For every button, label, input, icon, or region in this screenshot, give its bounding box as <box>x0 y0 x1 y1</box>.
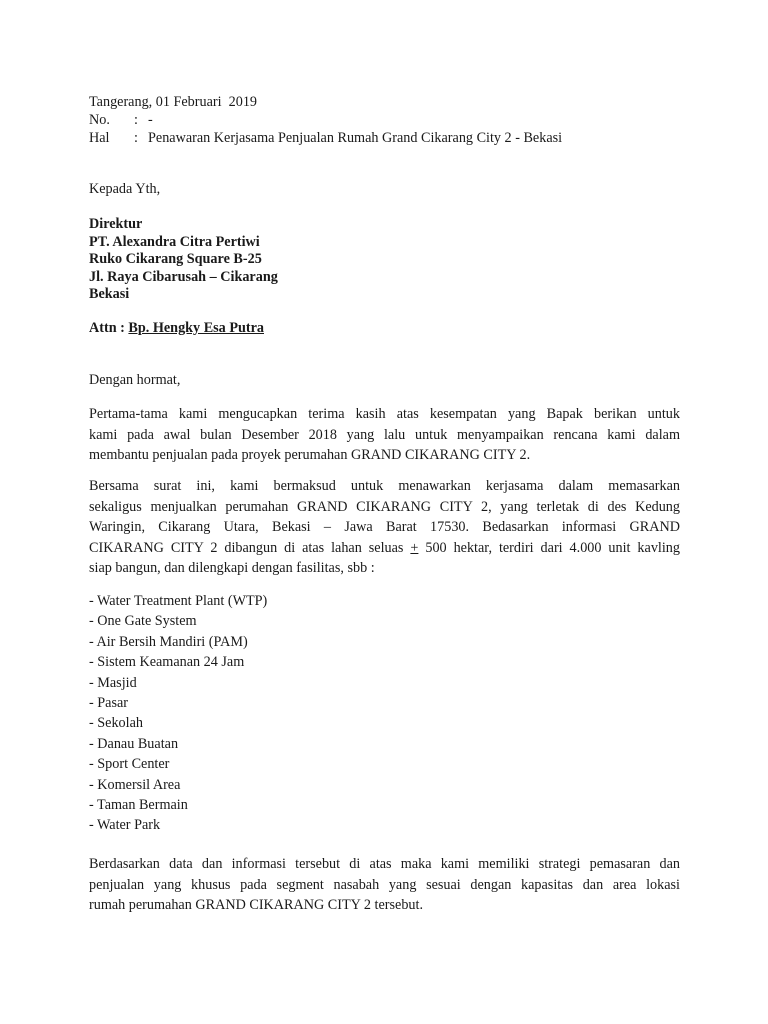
paragraph-line: sekaligus menjualkan perumahan GRAND CIKARANG CITY 2, yang terletak di des Kedung <box>89 498 680 515</box>
number-label: No. <box>89 112 110 128</box>
place-date: Tangerang, 01 Februari 2019 <box>89 94 258 110</box>
recipient-block <box>89 216 680 304</box>
number-colon: : <box>134 112 138 128</box>
paragraph-3 <box>89 854 680 916</box>
paragraph-line: membantu penjualan pada proyek perumahan GRAND CIKARANG CITY 2. <box>89 447 531 463</box>
list-item: - Sekolah <box>89 715 143 732</box>
greeting: Dengan hormat, <box>89 372 181 388</box>
subject-label: Hal <box>89 130 110 146</box>
list-item: - Sport Center <box>89 756 170 773</box>
list-item: - Komersil Area <box>89 776 181 793</box>
paragraph-1 <box>89 404 680 466</box>
list-item: - Water Treatment Plant (WTP) <box>89 593 268 609</box>
paragraph-line: CIKARANG CITY 2 dibangun di atas lahan seluas + 500 hektar, terdiri dari 4.000 unit kavling <box>89 539 680 556</box>
paragraph-line: siap bangun, dan dilengkapi dengan fasilitas, sbb : <box>89 560 375 576</box>
list-item: - Water Park <box>89 817 161 834</box>
recipient-line: Ruko Cikarang Square B-25 <box>89 251 262 267</box>
recipient-line: PT. Alexandra Citra Pertiwi <box>89 233 260 250</box>
paragraph-line: rumah perumahan GRAND CIKARANG CITY 2 tersebut. <box>89 897 424 913</box>
attention-label: Attn : <box>89 320 129 336</box>
list-item: - One Gate System <box>89 613 197 630</box>
paragraph-line: Waringin, Cikarang Utara, Bekasi – Jawa Barat 17530. Bedasarkan informasi GRAND <box>89 519 680 535</box>
paragraph-line: Pertama-tama kami mengucapkan terima kasih atas kesempatan yang Bapak berikan untuk <box>89 406 680 422</box>
paragraph-line: kami pada awal bulan Desember 2018 yang lalu untuk menyampaikan rencana kami dalam <box>89 426 680 443</box>
paragraph-2 <box>89 476 680 579</box>
paragraph-line: penjualan yang khusus pada segment nasabah yang sesuai dengan kapasitas dan area lokasi <box>89 876 680 893</box>
plus-minus-sign: + <box>410 539 419 556</box>
number-value: - <box>148 112 153 128</box>
list-item: - Taman Bermain <box>89 797 188 814</box>
recipient-line: Direktur <box>89 216 143 232</box>
list-item: - Sistem Keamanan 24 Jam <box>89 654 245 671</box>
letter-header <box>89 93 680 147</box>
subject-colon: : <box>134 130 138 146</box>
list-item: - Danau Buatan <box>89 735 179 752</box>
list-item: - Pasar <box>89 695 129 712</box>
list-item: - Air Bersih Mandiri (PAM) <box>89 633 248 650</box>
facilities-list <box>89 591 680 836</box>
attention-name: Bp. Hengky Esa Putra <box>128 320 264 336</box>
recipient-line: Jl. Raya Cibarusah – Cikarang <box>89 268 278 285</box>
salutation-to: Kepada Yth, <box>89 181 161 197</box>
recipient-line: Bekasi <box>89 286 130 302</box>
subject-value: Penawaran Kerjasama Penjualan Rumah Grand Cikarang City 2 - Bekasi <box>148 130 563 146</box>
number-row <box>89 111 680 129</box>
paragraph-line: Bersama surat ini, kami bermaksud untuk menawarkan kerjasama dalam memasarkan <box>89 478 680 494</box>
subject-row <box>89 129 680 147</box>
attention-line <box>89 319 680 337</box>
list-item: - Masjid <box>89 674 137 691</box>
paragraph-line: Berdasarkan data dan informasi tersebut di atas maka kami memiliki strategi pemasaran dan <box>89 856 680 872</box>
